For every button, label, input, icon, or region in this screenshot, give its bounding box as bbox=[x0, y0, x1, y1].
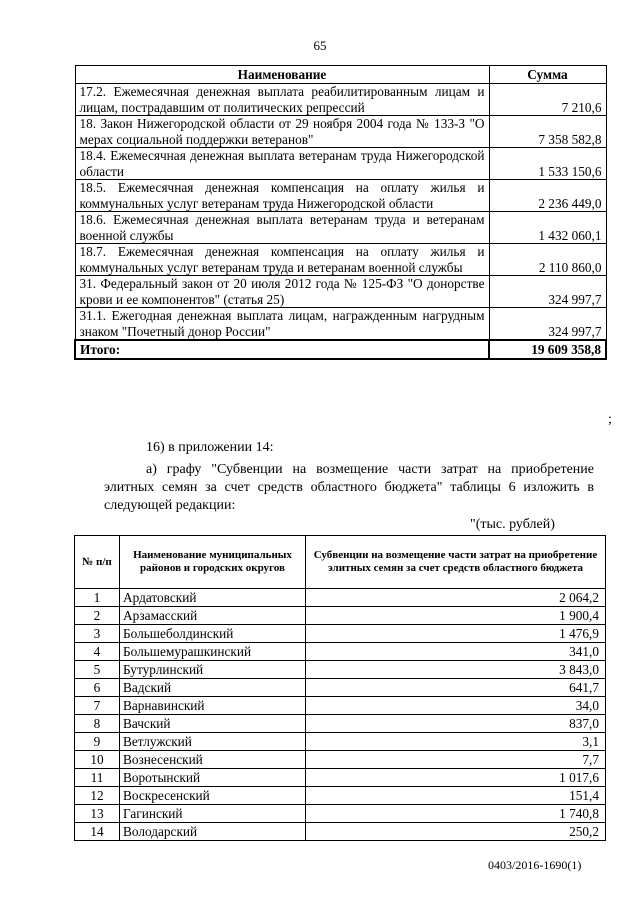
row-value: 1 017,6 bbox=[306, 769, 606, 787]
header-name: Наименование bbox=[75, 66, 489, 84]
row-number: 12 bbox=[75, 787, 120, 805]
row-district: Арзамасский bbox=[120, 607, 306, 625]
row-sum: 7 358 582,8 bbox=[489, 116, 606, 148]
table-row bbox=[75, 589, 606, 607]
row-sum: 7 210,6 bbox=[489, 84, 606, 116]
row-district: Ардатовский bbox=[120, 589, 306, 607]
row-value: 7,7 bbox=[306, 751, 606, 769]
row-value: 1 740,8 bbox=[306, 805, 606, 823]
row-number: 3 bbox=[75, 625, 120, 643]
header-sum: Сумма bbox=[489, 66, 606, 84]
row-value: 34,0 bbox=[306, 697, 606, 715]
row-name: 31.1. Ежегодная денежная выплата лицам, награжденным нагрудным знаком "Почетный донор России" bbox=[75, 308, 489, 341]
row-district: Вознесенский bbox=[120, 751, 306, 769]
row-name: 18. Закон Нижегородской области от 29 ноября 2004 года № 133-З "О мерах социальной поддержки ветеранов" bbox=[75, 116, 489, 148]
table-row bbox=[75, 180, 606, 212]
table-row bbox=[75, 643, 606, 661]
row-value: 151,4 bbox=[306, 787, 606, 805]
row-value: 250,2 bbox=[306, 823, 606, 841]
table-row bbox=[75, 625, 606, 643]
row-number: 14 bbox=[75, 823, 120, 841]
table-row bbox=[75, 823, 606, 841]
row-district: Ветлужский bbox=[120, 733, 306, 751]
row-sum: 1 432 060,1 bbox=[489, 212, 606, 244]
row-number: 10 bbox=[75, 751, 120, 769]
table-row bbox=[75, 661, 606, 679]
table-row bbox=[75, 805, 606, 823]
row-name: 18.6. Ежемесячная денежная выплата ветеранам труда и ветеранам военной службы bbox=[75, 212, 489, 244]
row-number: 8 bbox=[75, 715, 120, 733]
row-value: 1 476,9 bbox=[306, 625, 606, 643]
table-header-row bbox=[75, 536, 606, 589]
table-row bbox=[75, 715, 606, 733]
table-row bbox=[75, 244, 606, 276]
row-sum: 1 533 150,6 bbox=[489, 148, 606, 180]
units-label: "(тыс. рублей) bbox=[470, 517, 555, 532]
subsidies-table bbox=[74, 535, 606, 841]
header-number: № п/п bbox=[75, 536, 120, 589]
total-row bbox=[75, 340, 606, 359]
row-number: 9 bbox=[75, 733, 120, 751]
row-value: 837,0 bbox=[306, 715, 606, 733]
header-value: Субвенции на возмещение части затрат на приобретение элитных семян за счет средств областного бюджета bbox=[306, 536, 606, 589]
row-district: Варнавинский bbox=[120, 697, 306, 715]
row-sum: 2 236 449,0 bbox=[489, 180, 606, 212]
table-row bbox=[75, 751, 606, 769]
row-number: 6 bbox=[75, 679, 120, 697]
row-number: 7 bbox=[75, 697, 120, 715]
row-sum: 324 997,7 bbox=[489, 308, 606, 341]
row-value: 3 843,0 bbox=[306, 661, 606, 679]
table-row bbox=[75, 212, 606, 244]
row-name: 18.5. Ежемесячная денежная компенсация на оплату жилья и коммунальных услуг ветеранам труда Нижегородской области bbox=[75, 180, 489, 212]
row-number: 1 bbox=[75, 589, 120, 607]
row-district: Володарский bbox=[120, 823, 306, 841]
table-row bbox=[75, 679, 606, 697]
table-row bbox=[75, 787, 606, 805]
row-district: Бутурлинский bbox=[120, 661, 306, 679]
header-district: Наименование муниципальных районов и городских округов bbox=[120, 536, 306, 589]
table-row bbox=[75, 148, 606, 180]
total-label: Итого: bbox=[75, 340, 489, 359]
row-number: 4 bbox=[75, 643, 120, 661]
total-sum: 19 609 358,8 bbox=[489, 340, 606, 359]
row-district: Вадский bbox=[120, 679, 306, 697]
row-value: 341,0 bbox=[306, 643, 606, 661]
table-header-row bbox=[75, 66, 606, 84]
row-number: 13 bbox=[75, 805, 120, 823]
paragraph-item-16: 16) в приложении 14: bbox=[146, 440, 274, 455]
expenditure-table bbox=[74, 65, 607, 360]
row-sum: 324 997,7 bbox=[489, 276, 606, 308]
row-value: 641,7 bbox=[306, 679, 606, 697]
row-name: 17.2. Ежемесячная денежная выплата реабилитированным лицам и лицам, пострадавшим от политических репрессий bbox=[75, 84, 489, 116]
row-district: Воротынский bbox=[120, 769, 306, 787]
table-row bbox=[75, 769, 606, 787]
row-district: Воскресенский bbox=[120, 787, 306, 805]
table-row bbox=[75, 116, 606, 148]
row-district: Гагинский bbox=[120, 805, 306, 823]
row-value: 3,1 bbox=[306, 733, 606, 751]
row-district: Большемурашкинский bbox=[120, 643, 306, 661]
table-row bbox=[75, 84, 606, 116]
trailing-semicolon: ; bbox=[608, 412, 612, 427]
paragraph-subitem-a: а) графу "Субвенции на возмещение части затрат на приобретение элитных семян за счет средств областного бюджета" таблицы 6 изложить в следующей редакции: bbox=[104, 462, 594, 513]
table-row bbox=[75, 308, 606, 341]
row-number: 11 bbox=[75, 769, 120, 787]
page-number: 65 bbox=[313, 38, 327, 53]
row-sum: 2 110 860,0 bbox=[489, 244, 606, 276]
row-name: 31. Федеральный закон от 20 июля 2012 года № 125-ФЗ "О донорстве крови и ее компонентов" (статья 25) bbox=[75, 276, 489, 308]
row-number: 2 bbox=[75, 607, 120, 625]
row-value: 1 900,4 bbox=[306, 607, 606, 625]
table-row bbox=[75, 697, 606, 715]
row-value: 2 064,2 bbox=[306, 589, 606, 607]
row-district: Большеболдинский bbox=[120, 625, 306, 643]
row-name: 18.4. Ежемесячная денежная выплата ветеранам труда Нижегородской области bbox=[75, 148, 489, 180]
document-code: 0403/2016-1690(1) bbox=[488, 858, 582, 872]
row-district: Вачский bbox=[120, 715, 306, 733]
table-row bbox=[75, 276, 606, 308]
table-row bbox=[75, 733, 606, 751]
row-number: 5 bbox=[75, 661, 120, 679]
row-name: 18.7. Ежемесячная денежная компенсация на оплату жилья и коммунальных услуг ветеранам труда и ветеранам военной службы bbox=[75, 244, 489, 276]
table-row bbox=[75, 607, 606, 625]
